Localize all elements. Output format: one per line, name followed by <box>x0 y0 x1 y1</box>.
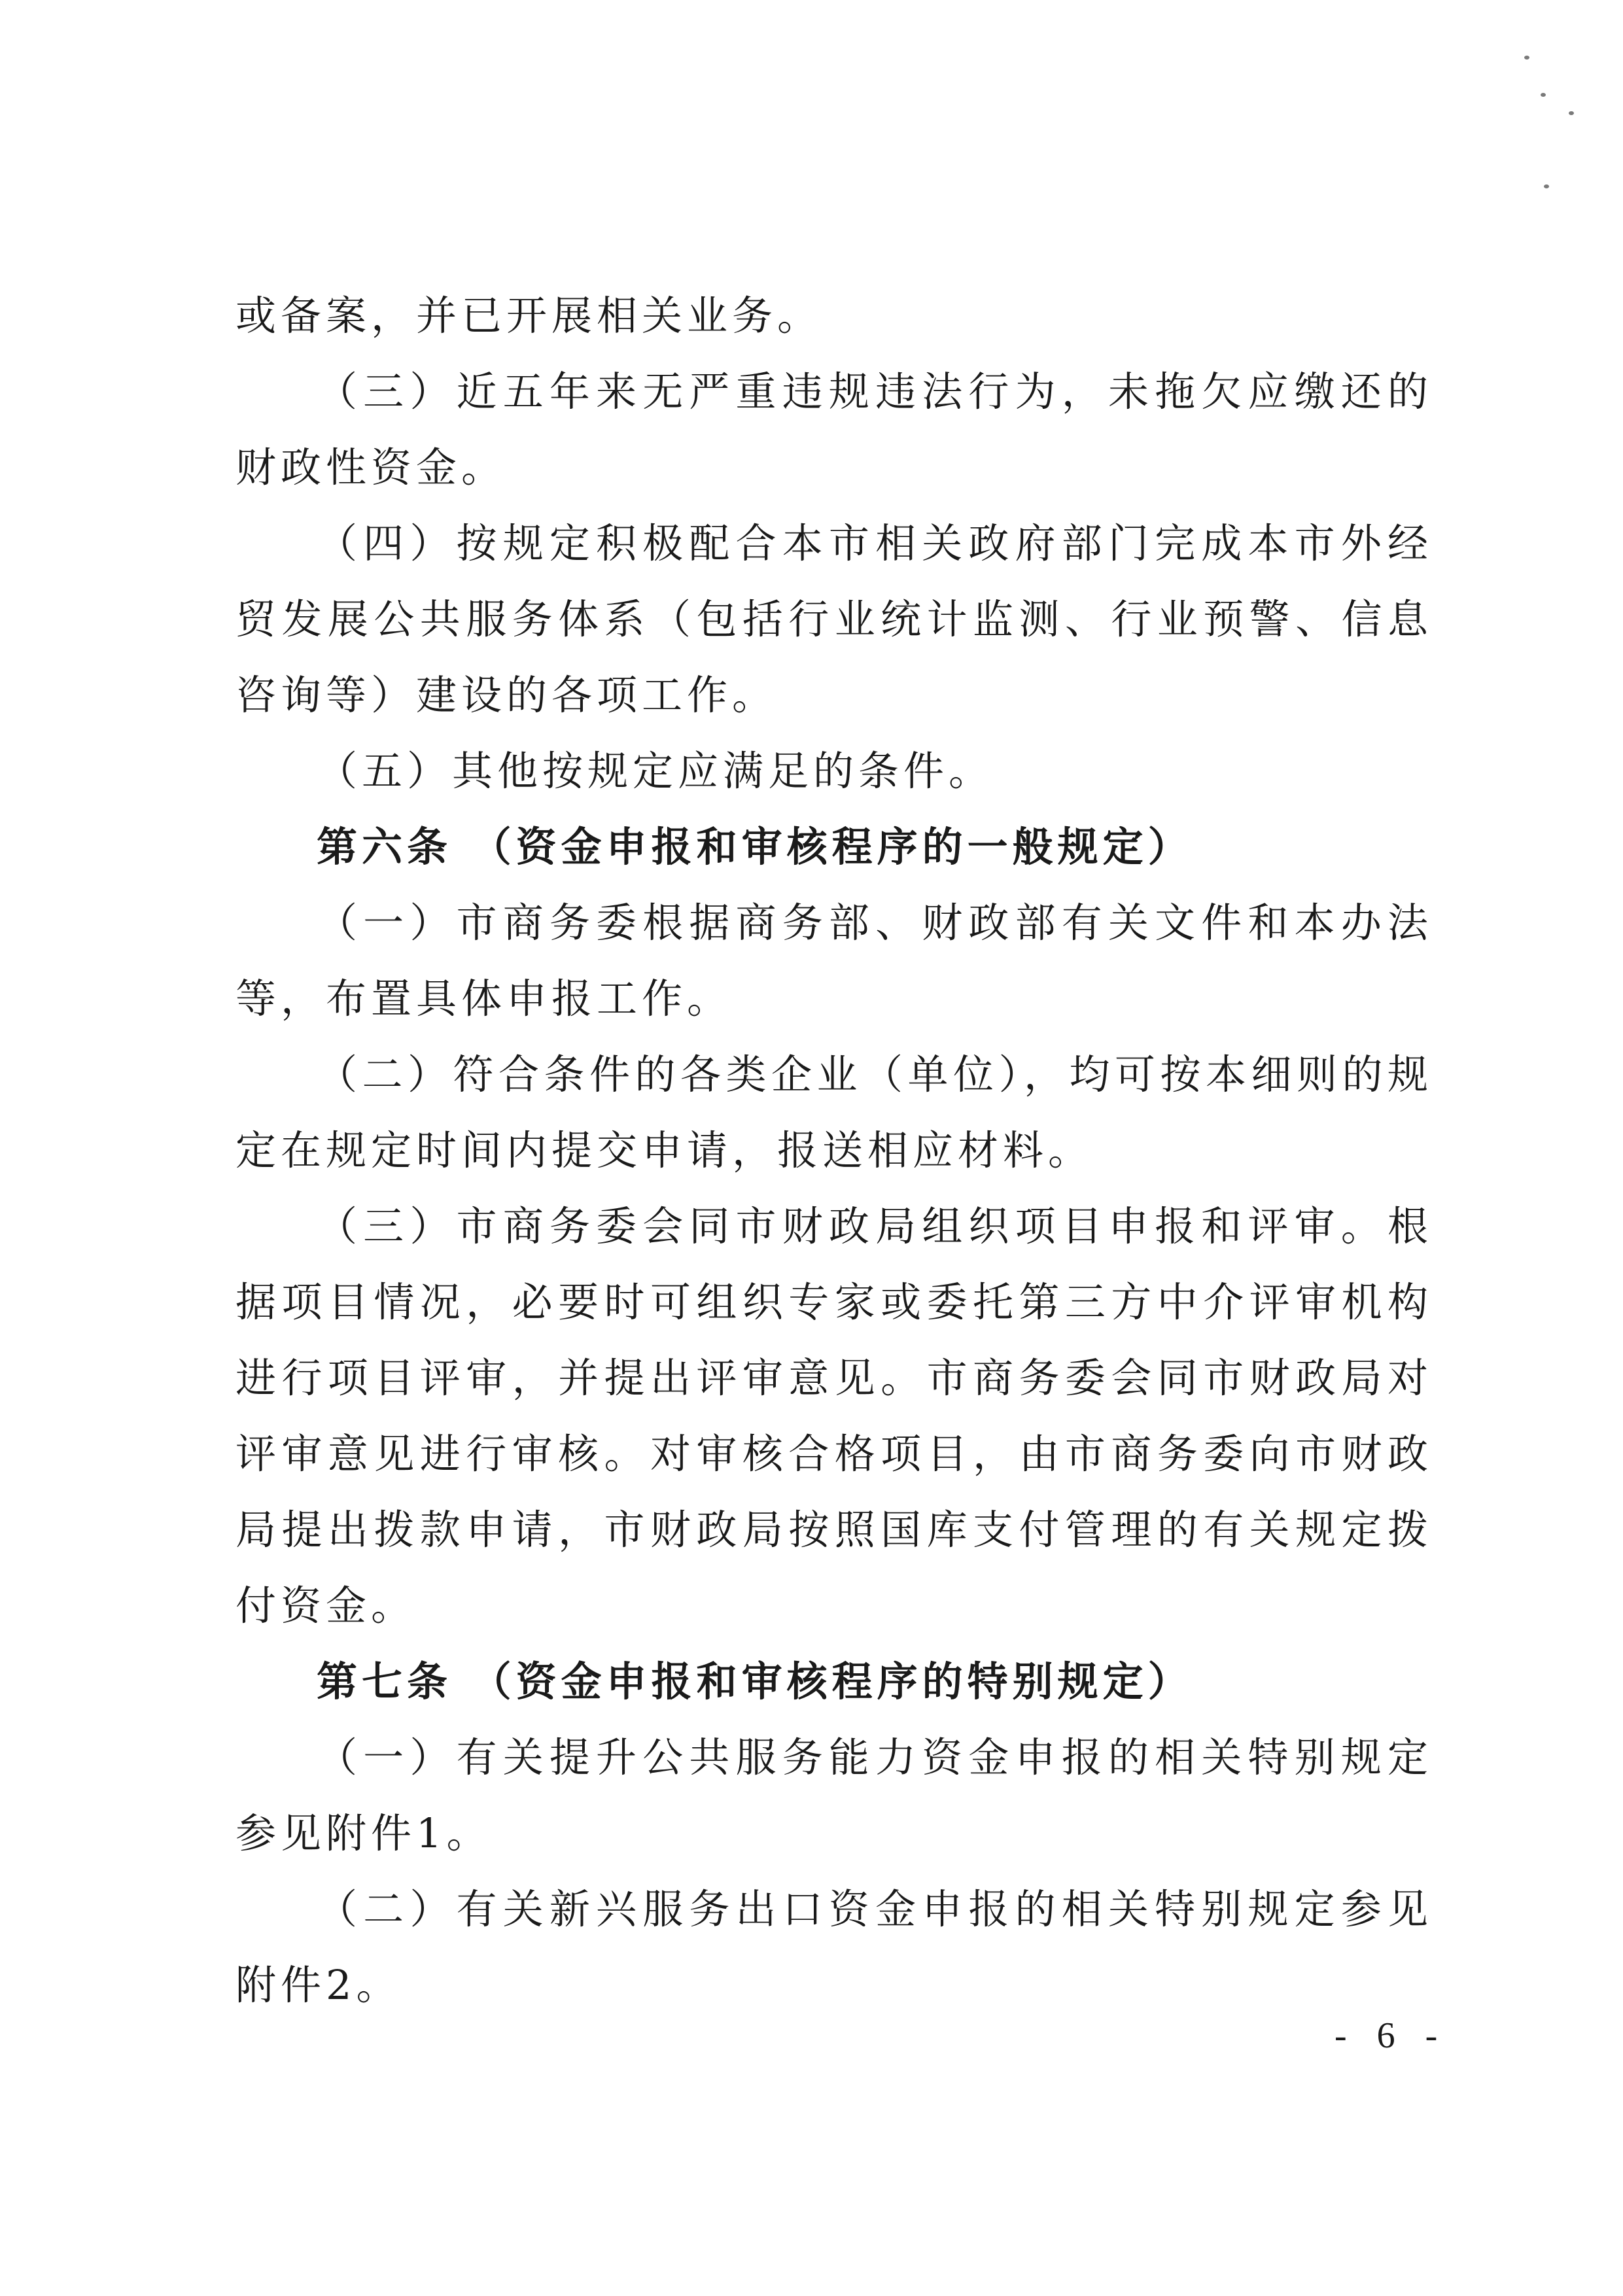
document-body <box>236 278 1433 2023</box>
article-six-item-one: （一）市商务委根据商务部、财政部有关文件和本办法等，布置具体申报工作。 <box>236 899 1433 1022</box>
article-six-item-three: （三）市商务委会同市财政局组织项目申报和评审。根据项目情况，必要时可组织专家或委托第三方中介评审机构进行项目评审，并提出评审意见。市商务委会同市财政局对评审意见进行审核。对审核合格项目，由市商务委向市财政局提出拨款申请，市财政局按照国库支付管理的有关规定拨付资金。 <box>236 1202 1433 1629</box>
article-six-heading: 第六条 （资金申报和审核程序的一般规定） <box>317 823 1193 871</box>
item-four-cooperation: （四）按规定积极配合本市相关政府部门完成本市外经贸发展公共服务体系（包括行业统计监测、行业预警、信息咨询等）建设的各项工作。 <box>236 519 1433 719</box>
article-seven-heading: 第七条 （资金申报和审核程序的特别规定） <box>317 1658 1193 1705</box>
item-five-other-conditions: （五）其他按规定应满足的条件。 <box>317 747 994 795</box>
article-seven-item-two: （二）有关新兴服务出口资金申报的相关特别规定参见附件2。 <box>236 1885 1433 2009</box>
article-six-item-two: （二）符合条件的各类企业（单位），均可按本细则的规定在规定时间内提交申请，报送相应材料。 <box>236 1051 1433 1174</box>
article-seven-item-one: （一）有关提升公共服务能力资金申报的相关特别规定参见附件1。 <box>236 1733 1433 1857</box>
item-three-compliance: （三）近五年来无严重违规违法行为，未拖欠应缴还的财政性资金。 <box>236 368 1433 491</box>
scan-speck <box>1524 56 1529 60</box>
scan-speck <box>1569 111 1574 115</box>
scan-speck <box>1544 184 1549 188</box>
page-number: - 6 - <box>1335 2015 1448 2056</box>
paragraph-continuation: 或备案，并已开展相关业务。 <box>236 292 823 339</box>
scan-speck <box>1541 93 1546 97</box>
